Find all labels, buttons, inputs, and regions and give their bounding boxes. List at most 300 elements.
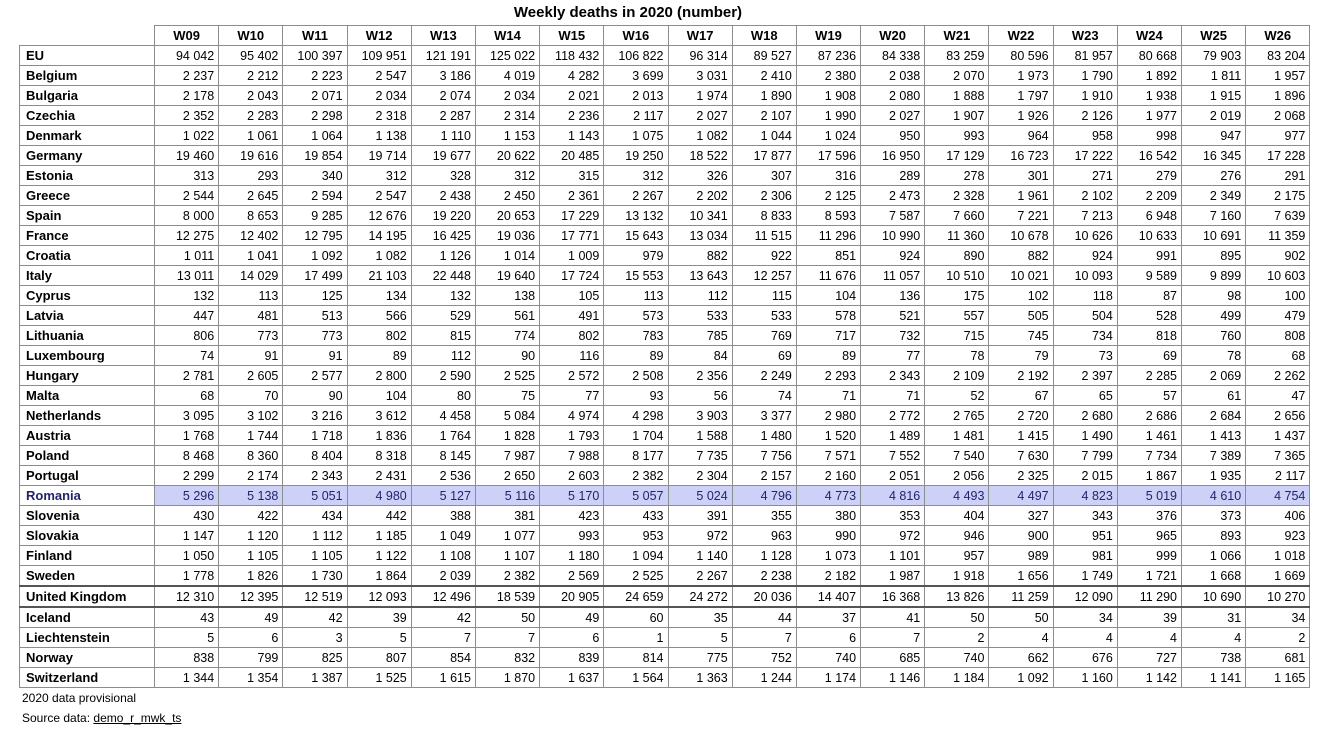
value-cell: 923 <box>1246 526 1310 546</box>
value-cell: 738 <box>1182 648 1246 668</box>
table-row <box>20 86 1310 106</box>
value-cell: 3 095 <box>155 406 219 426</box>
value-cell: 998 <box>1117 126 1181 146</box>
value-cell: 1 126 <box>411 246 475 266</box>
value-cell: 77 <box>540 386 604 406</box>
value-cell: 3 <box>283 628 347 648</box>
table-row <box>20 607 1310 628</box>
value-cell: 74 <box>155 346 219 366</box>
value-cell: 745 <box>989 326 1053 346</box>
value-cell: 1 110 <box>411 126 475 146</box>
value-cell: 11 296 <box>796 226 860 246</box>
value-cell: 5 138 <box>219 486 283 506</box>
value-cell: 373 <box>1182 506 1246 526</box>
value-cell: 69 <box>1117 346 1181 366</box>
value-cell: 19 616 <box>219 146 283 166</box>
value-cell: 1 050 <box>155 546 219 566</box>
value-cell: 13 826 <box>925 586 989 607</box>
value-cell: 20 036 <box>732 586 796 607</box>
value-cell: 19 677 <box>411 146 475 166</box>
value-cell: 1 637 <box>540 668 604 688</box>
value-cell: 293 <box>219 166 283 186</box>
value-cell: 4 <box>989 628 1053 648</box>
value-cell: 77 <box>861 346 925 366</box>
value-cell: 2 508 <box>604 366 668 386</box>
value-cell: 10 690 <box>1182 586 1246 607</box>
value-cell: 1 101 <box>861 546 925 566</box>
value-cell: 81 957 <box>1053 46 1117 66</box>
value-cell: 47 <box>1246 386 1310 406</box>
value-cell: 2 328 <box>925 186 989 206</box>
value-cell: 808 <box>1246 326 1310 346</box>
value-cell: 380 <box>796 506 860 526</box>
value-cell: 312 <box>475 166 539 186</box>
value-cell: 80 <box>411 386 475 406</box>
table-row <box>20 406 1310 426</box>
value-cell: 681 <box>1246 648 1310 668</box>
value-cell: 4 497 <box>989 486 1053 506</box>
table-row <box>20 486 1310 506</box>
table-row <box>20 286 1310 306</box>
value-cell: 1 564 <box>604 668 668 688</box>
value-cell: 1 105 <box>219 546 283 566</box>
value-cell: 2 238 <box>732 566 796 587</box>
value-cell: 4 980 <box>347 486 411 506</box>
value-cell: 734 <box>1053 326 1117 346</box>
value-cell: 2 068 <box>1246 106 1310 126</box>
value-cell: 315 <box>540 166 604 186</box>
value-cell: 70 <box>219 386 283 406</box>
value-cell: 2 027 <box>668 106 732 126</box>
value-cell: 2 318 <box>347 106 411 126</box>
value-cell: 7 160 <box>1182 206 1246 226</box>
value-cell: 2 160 <box>796 466 860 486</box>
value-cell: 14 029 <box>219 266 283 286</box>
value-cell: 19 460 <box>155 146 219 166</box>
country-label: Denmark <box>20 126 155 146</box>
table-row <box>20 426 1310 446</box>
value-cell: 11 290 <box>1117 586 1181 607</box>
week-header-w17: W17 <box>668 26 732 46</box>
country-label: Latvia <box>20 306 155 326</box>
value-cell: 7 660 <box>925 206 989 226</box>
value-cell: 1 588 <box>668 426 732 446</box>
value-cell: 16 950 <box>861 146 925 166</box>
value-cell: 1 142 <box>1117 668 1181 688</box>
value-cell: 4 <box>1053 628 1117 648</box>
value-cell: 1 413 <box>1182 426 1246 446</box>
value-cell: 100 <box>1246 286 1310 306</box>
value-cell: 1 892 <box>1117 66 1181 86</box>
value-cell: 1 344 <box>155 668 219 688</box>
country-label: France <box>20 226 155 246</box>
value-cell: 2 547 <box>347 66 411 86</box>
value-cell: 807 <box>347 648 411 668</box>
value-cell: 5 127 <box>411 486 475 506</box>
country-label: Iceland <box>20 607 155 628</box>
value-cell: 1 935 <box>1182 466 1246 486</box>
value-cell: 963 <box>732 526 796 546</box>
value-cell: 499 <box>1182 306 1246 326</box>
value-cell: 1 669 <box>1246 566 1310 587</box>
value-cell: 12 395 <box>219 586 283 607</box>
country-label: Romania <box>20 486 155 506</box>
value-cell: 1 718 <box>283 426 347 446</box>
value-cell: 100 397 <box>283 46 347 66</box>
country-label: Greece <box>20 186 155 206</box>
value-cell: 376 <box>1117 506 1181 526</box>
value-cell: 11 515 <box>732 226 796 246</box>
value-cell: 9 899 <box>1182 266 1246 286</box>
value-cell: 1 481 <box>925 426 989 446</box>
value-cell: 1 961 <box>989 186 1053 206</box>
value-cell: 106 822 <box>604 46 668 66</box>
value-cell: 96 314 <box>668 46 732 66</box>
value-cell: 2 126 <box>1053 106 1117 126</box>
value-cell: 340 <box>283 166 347 186</box>
value-cell: 2 536 <box>411 466 475 486</box>
value-cell: 1 061 <box>219 126 283 146</box>
value-cell: 112 <box>411 346 475 366</box>
value-cell: 504 <box>1053 306 1117 326</box>
value-cell: 2 267 <box>668 566 732 587</box>
value-cell: 2 070 <box>925 66 989 86</box>
header-row <box>20 26 1310 46</box>
source-link[interactable]: demo_r_mwk_ts <box>93 711 182 725</box>
value-cell: 17 771 <box>540 226 604 246</box>
value-cell: 34 <box>1053 607 1117 628</box>
value-cell: 1 147 <box>155 526 219 546</box>
value-cell: 882 <box>989 246 1053 266</box>
value-cell: 18 539 <box>475 586 539 607</box>
value-cell: 676 <box>1053 648 1117 668</box>
value-cell: 2 285 <box>1117 366 1181 386</box>
value-cell: 1 957 <box>1246 66 1310 86</box>
value-cell: 381 <box>475 506 539 526</box>
value-cell: 1 077 <box>475 526 539 546</box>
value-cell: 175 <box>925 286 989 306</box>
value-cell: 8 318 <box>347 446 411 466</box>
value-cell: 573 <box>604 306 668 326</box>
value-cell: 839 <box>540 648 604 668</box>
value-cell: 1 244 <box>732 668 796 688</box>
value-cell: 115 <box>732 286 796 306</box>
value-cell: 16 723 <box>989 146 1053 166</box>
value-cell: 289 <box>861 166 925 186</box>
value-cell: 433 <box>604 506 668 526</box>
value-cell: 785 <box>668 326 732 346</box>
value-cell: 2 314 <box>475 106 539 126</box>
value-cell: 17 229 <box>540 206 604 226</box>
value-cell: 37 <box>796 607 860 628</box>
value-cell: 313 <box>155 166 219 186</box>
value-cell: 78 <box>1182 346 1246 366</box>
value-cell: 2 074 <box>411 86 475 106</box>
value-cell: 3 699 <box>604 66 668 86</box>
value-cell: 993 <box>540 526 604 546</box>
value-cell: 513 <box>283 306 347 326</box>
value-cell: 2 223 <box>283 66 347 86</box>
value-cell: 7 552 <box>861 446 925 466</box>
value-cell: 1 828 <box>475 426 539 446</box>
table-title: Weekly deaths in 2020 (number) <box>513 4 743 21</box>
value-cell: 964 <box>989 126 1053 146</box>
value-cell: 7 <box>732 628 796 648</box>
value-cell: 7 571 <box>796 446 860 466</box>
value-cell: 1 138 <box>347 126 411 146</box>
value-cell: 80 596 <box>989 46 1053 66</box>
table-row <box>20 206 1310 226</box>
value-cell: 6 <box>540 628 604 648</box>
value-cell: 2 473 <box>861 186 925 206</box>
value-cell: 7 587 <box>861 206 925 226</box>
value-cell: 17 222 <box>1053 146 1117 166</box>
value-cell: 802 <box>347 326 411 346</box>
value-cell: 1 790 <box>1053 66 1117 86</box>
value-cell: 20 905 <box>540 586 604 607</box>
value-cell: 715 <box>925 326 989 346</box>
value-cell: 902 <box>1246 246 1310 266</box>
value-cell: 773 <box>283 326 347 346</box>
value-cell: 5 <box>347 628 411 648</box>
table-row <box>20 66 1310 86</box>
value-cell: 125 022 <box>475 46 539 66</box>
value-cell: 806 <box>155 326 219 346</box>
value-cell: 2 720 <box>989 406 1053 426</box>
value-cell: 1 185 <box>347 526 411 546</box>
value-cell: 11 676 <box>796 266 860 286</box>
value-cell: 4 816 <box>861 486 925 506</box>
value-cell: 276 <box>1182 166 1246 186</box>
value-cell: 2 603 <box>540 466 604 486</box>
value-cell: 2 021 <box>540 86 604 106</box>
value-cell: 10 990 <box>861 226 925 246</box>
value-cell: 1 793 <box>540 426 604 446</box>
week-header-w16: W16 <box>604 26 668 46</box>
value-cell: 2 590 <box>411 366 475 386</box>
table-row <box>20 146 1310 166</box>
value-cell: 2 117 <box>1246 466 1310 486</box>
value-cell: 1 108 <box>411 546 475 566</box>
value-cell: 2 056 <box>925 466 989 486</box>
value-cell: 775 <box>668 648 732 668</box>
table-row <box>20 226 1310 246</box>
value-cell: 2 781 <box>155 366 219 386</box>
value-cell: 16 542 <box>1117 146 1181 166</box>
value-cell: 50 <box>475 607 539 628</box>
value-cell: 1 480 <box>732 426 796 446</box>
value-cell: 2 684 <box>1182 406 1246 426</box>
value-cell: 951 <box>1053 526 1117 546</box>
value-cell: 1 120 <box>219 526 283 546</box>
value-cell: 12 090 <box>1053 586 1117 607</box>
value-cell: 1 092 <box>283 246 347 266</box>
value-cell: 1 075 <box>604 126 668 146</box>
week-header-w25: W25 <box>1182 26 1246 46</box>
value-cell: 922 <box>732 246 796 266</box>
value-cell: 2 343 <box>861 366 925 386</box>
value-cell: 7 735 <box>668 446 732 466</box>
value-cell: 10 341 <box>668 206 732 226</box>
value-cell: 1 105 <box>283 546 347 566</box>
value-cell: 60 <box>604 607 668 628</box>
value-cell: 12 402 <box>219 226 283 246</box>
country-label: Spain <box>20 206 155 226</box>
value-cell: 1 146 <box>861 668 925 688</box>
country-label: Netherlands <box>20 406 155 426</box>
value-cell: 121 191 <box>411 46 475 66</box>
value-cell: 818 <box>1117 326 1181 346</box>
value-cell: 1 907 <box>925 106 989 126</box>
value-cell: 7 <box>861 628 925 648</box>
country-label: Norway <box>20 648 155 668</box>
value-cell: 2 544 <box>155 186 219 206</box>
value-cell: 3 612 <box>347 406 411 426</box>
value-cell: 1 363 <box>668 668 732 688</box>
value-cell: 42 <box>411 607 475 628</box>
value-cell: 132 <box>155 286 219 306</box>
value-cell: 854 <box>411 648 475 668</box>
value-cell: 91 <box>219 346 283 366</box>
value-cell: 17 499 <box>283 266 347 286</box>
country-label: Austria <box>20 426 155 446</box>
value-cell: 1 184 <box>925 668 989 688</box>
value-cell: 132 <box>411 286 475 306</box>
value-cell: 924 <box>1053 246 1117 266</box>
value-cell: 112 <box>668 286 732 306</box>
value-cell: 1 520 <box>796 426 860 446</box>
value-cell: 893 <box>1182 526 1246 546</box>
value-cell: 10 510 <box>925 266 989 286</box>
value-cell: 87 <box>1117 286 1181 306</box>
value-cell: 22 448 <box>411 266 475 286</box>
value-cell: 2 686 <box>1117 406 1181 426</box>
value-cell: 90 <box>475 346 539 366</box>
value-cell: 890 <box>925 246 989 266</box>
value-cell: 8 404 <box>283 446 347 466</box>
value-cell: 2 594 <box>283 186 347 206</box>
value-cell: 12 093 <box>347 586 411 607</box>
value-cell: 2 304 <box>668 466 732 486</box>
value-cell: 11 359 <box>1246 226 1310 246</box>
value-cell: 2 027 <box>861 106 925 126</box>
value-cell: 1 387 <box>283 668 347 688</box>
table-row <box>20 106 1310 126</box>
value-cell: 2 262 <box>1246 366 1310 386</box>
value-cell: 1 864 <box>347 566 411 587</box>
country-label: Czechia <box>20 106 155 126</box>
value-cell: 4 458 <box>411 406 475 426</box>
value-cell: 89 <box>604 346 668 366</box>
value-cell: 1 867 <box>1117 466 1181 486</box>
country-label: Slovakia <box>20 526 155 546</box>
value-cell: 561 <box>475 306 539 326</box>
value-cell: 43 <box>155 607 219 628</box>
value-cell: 882 <box>668 246 732 266</box>
value-cell: 5 116 <box>475 486 539 506</box>
value-cell: 71 <box>861 386 925 406</box>
value-cell: 50 <box>925 607 989 628</box>
value-cell: 316 <box>796 166 860 186</box>
value-cell: 20 485 <box>540 146 604 166</box>
country-label: Luxembourg <box>20 346 155 366</box>
value-cell: 84 <box>668 346 732 366</box>
country-label: Malta <box>20 386 155 406</box>
value-cell: 10 678 <box>989 226 1053 246</box>
value-cell: 13 011 <box>155 266 219 286</box>
week-header-w15: W15 <box>540 26 604 46</box>
value-cell: 78 <box>925 346 989 366</box>
week-header-w26: W26 <box>1246 26 1310 46</box>
table-row <box>20 586 1310 607</box>
value-cell: 533 <box>668 306 732 326</box>
week-header-w19: W19 <box>796 26 860 46</box>
value-cell: 2 039 <box>411 566 475 587</box>
value-cell: 1 730 <box>283 566 347 587</box>
value-cell: 3 377 <box>732 406 796 426</box>
value-cell: 953 <box>604 526 668 546</box>
value-cell: 91 <box>283 346 347 366</box>
weekly-deaths-table <box>19 25 1310 688</box>
value-cell: 1 437 <box>1246 426 1310 446</box>
week-header-w18: W18 <box>732 26 796 46</box>
value-cell: 19 854 <box>283 146 347 166</box>
value-cell: 301 <box>989 166 1053 186</box>
value-cell: 2 051 <box>861 466 925 486</box>
value-cell: 2 178 <box>155 86 219 106</box>
country-label: Croatia <box>20 246 155 266</box>
value-cell: 965 <box>1117 526 1181 546</box>
value-cell: 1 489 <box>861 426 925 446</box>
value-cell: 49 <box>540 607 604 628</box>
value-cell: 42 <box>283 607 347 628</box>
country-label: Belgium <box>20 66 155 86</box>
value-cell: 113 <box>604 286 668 306</box>
value-cell: 1 915 <box>1182 86 1246 106</box>
value-cell: 13 132 <box>604 206 668 226</box>
value-cell: 41 <box>861 607 925 628</box>
value-cell: 1 141 <box>1182 668 1246 688</box>
value-cell: 2 572 <box>540 366 604 386</box>
value-cell: 10 270 <box>1246 586 1310 607</box>
value-cell: 7 639 <box>1246 206 1310 226</box>
value-cell: 17 877 <box>732 146 796 166</box>
value-cell: 2 569 <box>540 566 604 587</box>
value-cell: 491 <box>540 306 604 326</box>
value-cell: 1 974 <box>668 86 732 106</box>
value-cell: 773 <box>219 326 283 346</box>
value-cell: 769 <box>732 326 796 346</box>
value-cell: 2 283 <box>219 106 283 126</box>
value-cell: 958 <box>1053 126 1117 146</box>
value-cell: 39 <box>347 607 411 628</box>
value-cell: 1 153 <box>475 126 539 146</box>
value-cell: 2 117 <box>604 106 668 126</box>
value-cell: 67 <box>989 386 1053 406</box>
value-cell: 528 <box>1117 306 1181 326</box>
value-cell: 138 <box>475 286 539 306</box>
table-row <box>20 466 1310 486</box>
value-cell: 16 425 <box>411 226 475 246</box>
value-cell: 118 <box>1053 286 1117 306</box>
value-cell: 447 <box>155 306 219 326</box>
value-cell: 2 107 <box>732 106 796 126</box>
value-cell: 16 345 <box>1182 146 1246 166</box>
value-cell: 900 <box>989 526 1053 546</box>
value-cell: 740 <box>796 648 860 668</box>
value-cell: 2 306 <box>732 186 796 206</box>
country-label: Portugal <box>20 466 155 486</box>
